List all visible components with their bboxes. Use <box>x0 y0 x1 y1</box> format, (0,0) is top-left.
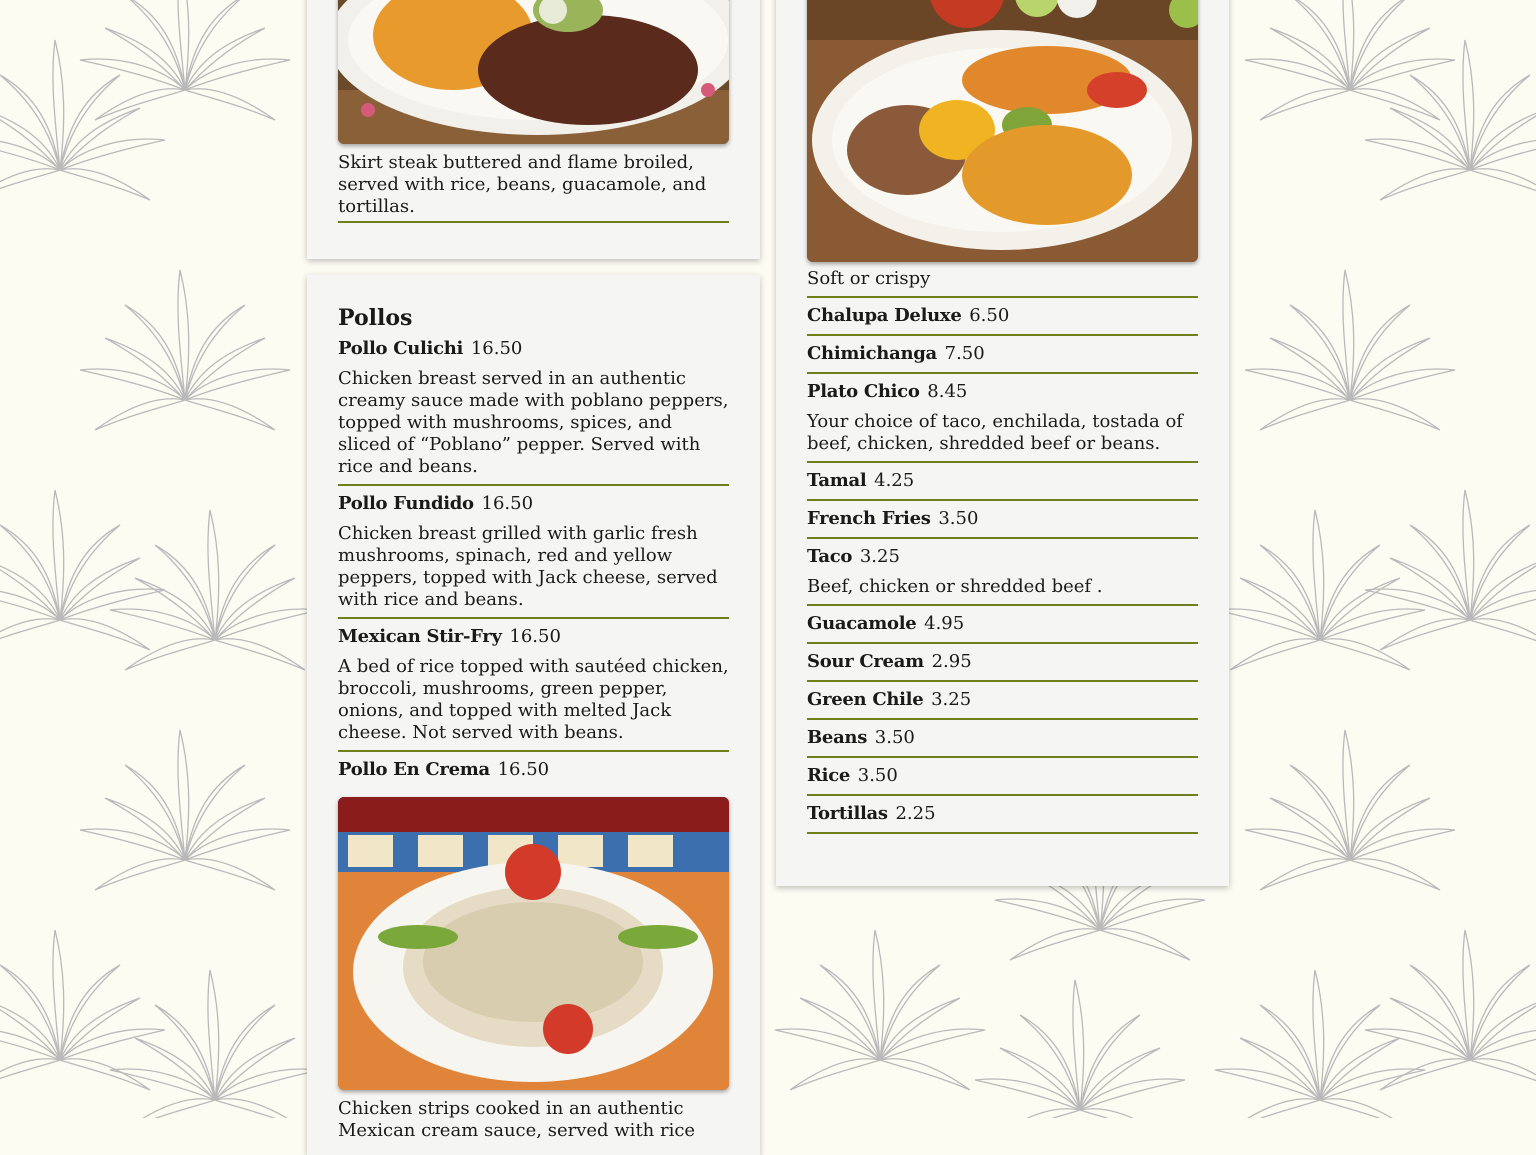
menu-item-chalupa-deluxe <box>807 298 1198 336</box>
menu-item-guacamole <box>807 606 1198 644</box>
chile-relleno-photo <box>807 0 1198 262</box>
menu-item-name: Beans <box>807 727 868 748</box>
menu-item-name: Taco <box>807 546 853 567</box>
menu-item-name: Mexican Stir-Fry <box>338 626 502 647</box>
menu-item-description: Chicken breast served in an authentic creamy sauce made with poblano peppers, topped with mushrooms, spices, and sliced of “Poblano” pepper. Served with rice and beans. <box>338 368 729 477</box>
menu-item-rice <box>807 758 1198 796</box>
pollo-en-crema-photo <box>338 797 729 1090</box>
menu-item-name: Chalupa Deluxe <box>807 305 962 326</box>
menu-item-french-fries <box>807 501 1198 539</box>
menu-card-carne <box>307 0 760 259</box>
menu-item-price: 2.25 <box>895 803 936 824</box>
menu-item-header <box>338 486 729 516</box>
menu-item-price: 3.50 <box>857 765 898 786</box>
menu-card-sides <box>776 0 1229 886</box>
menu-item-sour-cream <box>807 644 1198 682</box>
sides-item-list <box>807 298 1198 834</box>
menu-item-price: 16.50 <box>497 759 550 780</box>
menu-item-price: 16.50 <box>470 338 523 359</box>
menu-item-price: 4.25 <box>874 470 915 491</box>
section-title-pollos: Pollos <box>338 305 413 331</box>
menu-item-description: Your choice of taco, enchilada, tostada of beef, chicken, shredded beef or beans. <box>807 411 1183 454</box>
menu-item-price: 16.50 <box>509 626 561 647</box>
menu-item-pollo-fundido <box>338 486 729 619</box>
menu-item-header <box>807 682 1198 718</box>
menu-item-taco <box>807 539 1198 606</box>
menu-item-header <box>807 539 1198 569</box>
menu-item-plato-chico <box>807 374 1198 463</box>
divider <box>338 221 729 223</box>
menu-item-price: 8.45 <box>927 381 968 402</box>
menu-item-header <box>807 374 1198 404</box>
menu-item-header <box>807 720 1198 756</box>
menu-item-tamal <box>807 463 1198 501</box>
menu-card-pollos <box>307 275 760 1155</box>
carne-description: Skirt steak buttered and flame broiled, served with rice, beans, guacamole, and tortillas. <box>338 152 707 217</box>
menu-item-name: French Fries <box>807 508 931 529</box>
menu-item-chimichanga <box>807 336 1198 374</box>
menu-item-description: Chicken breast grilled with garlic fresh mushrooms, spinach, red and yellow peppers, topped with Jack cheese, served with rice and beans. <box>338 523 718 610</box>
menu-item-name: Tamal <box>807 470 867 491</box>
menu-item-price: 16.50 <box>481 493 534 514</box>
carne-asada-photo <box>338 0 729 144</box>
pollos-item-list <box>338 331 729 788</box>
menu-item-price: 3.25 <box>931 689 972 710</box>
top-item-note <box>807 264 1198 298</box>
menu-item-beans <box>807 720 1198 758</box>
menu-item-price: 3.25 <box>859 546 900 567</box>
menu-item-green-chile <box>807 682 1198 720</box>
menu-item-name: Guacamole <box>807 613 917 634</box>
menu-item-name: Sour Cream <box>807 651 924 672</box>
menu-item-name: Rice <box>807 765 851 786</box>
menu-item-header <box>807 644 1198 680</box>
menu-item-description: A bed of rice topped with sautéed chicken, broccoli, mushrooms, green pepper, onions, and topped with melted Jack cheese. Not served with beans. <box>338 656 729 743</box>
menu-item-mexican-stir-fry <box>338 619 729 752</box>
menu-item-header <box>807 298 1198 334</box>
menu-item-header <box>807 463 1198 499</box>
menu-item-header <box>807 501 1198 537</box>
menu-item-pollo-culichi <box>338 331 729 486</box>
menu-item-name: Chimichanga <box>807 343 937 364</box>
menu-item-name: Green Chile <box>807 689 924 710</box>
menu-item-tortillas <box>807 796 1198 834</box>
menu-item-header <box>338 752 729 788</box>
menu-item-header <box>807 796 1198 832</box>
menu-item-header <box>807 758 1198 794</box>
menu-item-name: Pollo Culichi <box>338 338 464 359</box>
menu-item-name: Tortillas <box>807 803 888 824</box>
pollo-en-crema-description: Chicken strips cooked in an authentic Mexican cream sauce, served with rice <box>338 1098 696 1141</box>
menu-item-name: Pollo Fundido <box>338 493 474 514</box>
menu-item-price: 6.50 <box>969 305 1010 326</box>
menu-item-price: 2.95 <box>931 651 972 672</box>
menu-item-price: 3.50 <box>874 727 915 748</box>
menu-item-price: 7.50 <box>944 343 985 364</box>
pollos-section <box>338 305 729 1142</box>
menu-item-price: 4.95 <box>924 613 965 634</box>
menu-item-header <box>338 619 729 649</box>
top-item-description: Soft or crispy <box>807 268 931 289</box>
menu-item-name: Plato Chico <box>807 381 920 402</box>
menu-item-pollo-en-crema <box>338 752 729 788</box>
menu-item-description: Beef, chicken or shredded beef . <box>807 576 1103 597</box>
menu-item-name: Pollo En Crema <box>338 759 490 780</box>
menu-item-header <box>807 606 1198 642</box>
menu-item-header <box>338 331 729 361</box>
menu-item-price: 3.50 <box>938 508 979 529</box>
sides-section <box>807 264 1198 834</box>
menu-item-header <box>807 336 1198 372</box>
